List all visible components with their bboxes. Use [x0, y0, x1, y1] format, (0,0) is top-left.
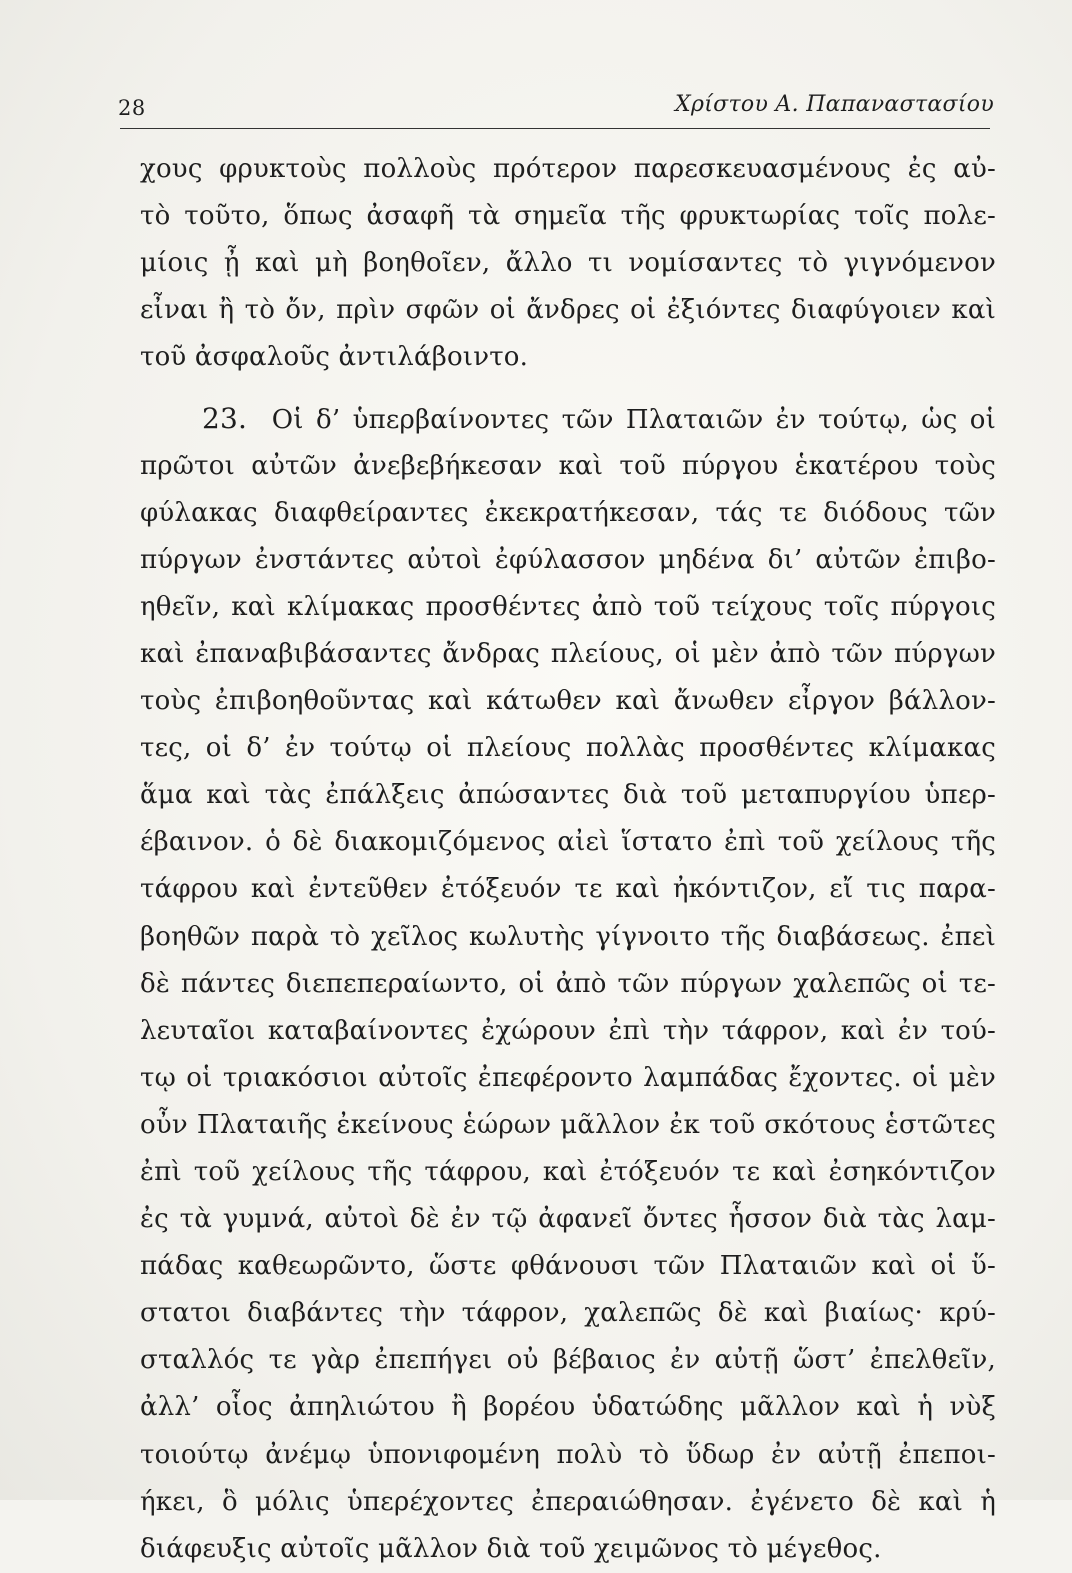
text-line: ἐς τὰ γυμνά, αὐτοὶ δὲ ἐν τῷ ἀφανεῖ ὄντες ἧσσον διὰ τὰς λαμ- — [140, 1204, 996, 1235]
text-line: τοὺς ἐπιβοηθοῦντας καὶ κάτωθεν καὶ ἄνωθεν εἶργον βάλλον- — [140, 686, 996, 717]
text-line: στατοι διαβάντες τὴν τάφρον, χαλεπῶς δὲ καὶ βιαίως· κρύ- — [140, 1298, 996, 1329]
paragraph-gap — [140, 381, 996, 395]
text-line: καὶ ἐπαναβιβάσαντες ἄνδρας πλείους, οἱ μὲν ἀπὸ τῶν πύργων — [140, 638, 996, 669]
page-number: 28 — [118, 96, 146, 120]
section-number: 23. — [202, 402, 248, 436]
text-line: φύλακας διαφθείραντες ἐκεκρατήκεσαν, τάς τε διόδους τῶν — [140, 497, 996, 528]
text-line: τὸ τοῦτο, ὅπως ἀσαφῆ τὰ σημεῖα τῆς φρυκτωρίας τοῖς πολε- — [140, 201, 996, 232]
header-rule — [120, 128, 990, 129]
running-head: Χρίστου Α. Παπαναστασίου — [675, 92, 994, 117]
text-line: ἐπὶ τοῦ χείλους τῆς τάφρου, καὶ ἐτόξευόν τε καὶ ἐσηκόντιζον — [140, 1156, 996, 1187]
text-line: πύργων ἐνστάντες αὐτοὶ ἐφύλασσον μηδένα δι’ αὐτῶν ἐπιβο- — [140, 544, 996, 575]
text-line: τοῦ ἀσφαλοῦς ἀντιλάβοιντο. — [140, 342, 529, 373]
text-line: διάφευξις αὐτοῖς μᾶλλον διὰ τοῦ χειμῶνος τὸ μέγεθος. — [140, 1533, 882, 1564]
text-line: τῳ οἱ τριακόσιοι αὐτοῖς ἐπεφέροντο λαμπάδας ἔχοντες. οἱ μὲν — [140, 1062, 996, 1093]
text-line: εἶναι ἢ τὸ ὄν, πρὶν σφῶν οἱ ἄνδρες οἱ ἐξιόντες διαφύγοιεν καὶ — [140, 295, 996, 326]
text-line: τάφρου καὶ ἐντεῦθεν ἐτόξευόν τε καὶ ἠκόντιζον, εἴ τις παρα- — [140, 874, 996, 905]
text-line: τες, οἱ δ’ ἐν τούτῳ οἱ πλείους πολλὰς προσθέντες κλίμακας — [140, 733, 996, 764]
text-line: Οἱ δ’ ὑπερβαίνοντες τῶν Πλαταιῶν ἐν τούτῳ, ὡς οἱ — [271, 405, 996, 436]
text-line: έβαινον. ὁ δὲ διακομιζόμενος αἰεὶ ἵστατο ἐπὶ τοῦ χείλους τῆς — [140, 827, 996, 858]
text-line: ἅμα καὶ τὰς ἐπάλξεις ἀπώσαντες διὰ τοῦ μεταπυργίου ὑπερ- — [140, 780, 996, 811]
text-line: δὲ πάντες διεπεπεραίωντο, οἱ ἀπὸ τῶν πύργων χαλεπῶς οἱ τε- — [140, 968, 996, 999]
page-header — [118, 88, 994, 128]
text-line: βοηθῶν παρὰ τὸ χεῖλος κωλυτὴς γίγνοιτο τῆς διαβάσεως. ἐπεὶ — [140, 921, 996, 952]
body-text — [140, 146, 996, 1573]
section-first-line — [140, 395, 996, 442]
text-line: οὖν Πλαταιῆς ἐκείνους ἑώρων μᾶλλον ἐκ τοῦ σκότους ἑστῶτες — [140, 1109, 996, 1140]
text-line: μίοις ᾖ καὶ μὴ βοηθοῖεν, ἄλλο τι νομίσαντες τὸ γιγνόμενον — [140, 248, 996, 279]
text-line: ήκει, ὃ μόλις ὑπερέχοντες ἐπεραιώθησαν. ἐγένετο δὲ καὶ ἡ — [140, 1486, 996, 1517]
text-line: τοιούτῳ ἀνέμῳ ὑπονιφομένη πολὺ τὸ ὕδωρ ἐν αὐτῇ ἐπεποι- — [140, 1439, 996, 1470]
text-line: λευταῖοι καταβαίνοντες ἐχώρουν ἐπὶ τὴν τάφρον, καὶ ἐν τού- — [140, 1015, 996, 1046]
text-line: ηθεῖν, καὶ κλίμακας προσθέντες ἀπὸ τοῦ τείχους τοῖς πύργοις — [140, 591, 996, 622]
text-line: ἀλλ’ οἷος ἀπηλιώτου ἢ βορέου ὑδατώδης μᾶλλον καὶ ἡ νὺξ — [140, 1392, 996, 1423]
text-line: χους φρυκτοὺς πολλοὺς πρότερον παρεσκευασμένους ἐς αὐ- — [140, 154, 996, 184]
text-line: σταλλός τε γὰρ ἐπεπήγει οὐ βέβαιος ἐν αὐτῇ ὥστ’ ἐπελθεῖν, — [140, 1345, 996, 1376]
text-line: πάδας καθεωρῶντο, ὥστε φθάνουσι τῶν Πλαταιῶν καὶ οἱ ὕ- — [140, 1251, 996, 1282]
text-line: πρῶτοι αὐτῶν ἀνεβεβήκεσαν καὶ τοῦ πύργου ἑκατέρου τοὺς — [140, 450, 996, 481]
